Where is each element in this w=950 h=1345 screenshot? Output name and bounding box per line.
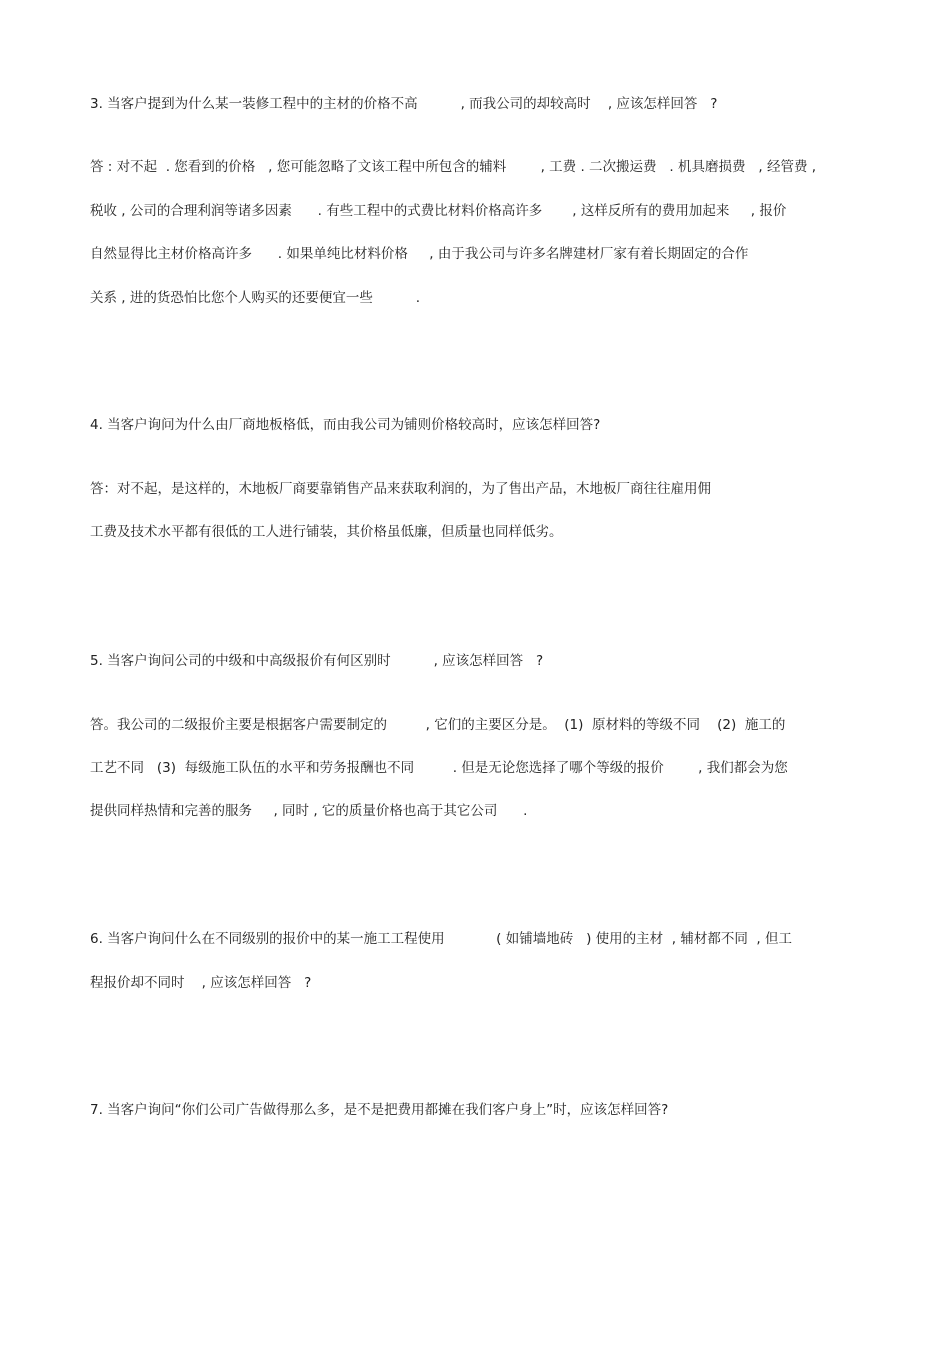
answer-4-line-2: 工费及技术水平都有很低的工人进行铺装，其价格虽低廉，但质量也同样低劣。: [90, 524, 563, 540]
question-7-line-1: 7. 当客户询问“你们公司广告做得那么多，是不是把费用都摊在我们客户身上”时，应该怎样回答?: [90, 1102, 669, 1118]
answer-3-line-1: 答 : 对不起 . 您看到的价格 , 您可能忽略了文该工程中所包含的辅料 , 工费 . 二次搬运费 . 机具磨损费 , 经管费 ,: [90, 159, 817, 175]
answer-4-line-1: 答：对不起，是这样的，木地板厂商要靠销售产品来获取利润的，为了售出产品，木地板厂商往往雇用佣: [90, 481, 711, 497]
answer-3-line-4: 关系 , 进的货恐怕比您个人购买的还要便宜一些 .: [90, 290, 421, 306]
answer-5-line-2: 工艺不同 (3) 每级施工队伍的水平和劳务报酬也不同 . 但是无论您选择了哪个等级的报价 , 我们都会为您: [90, 760, 788, 776]
answer-3-line-3: 自然显得比主材价格高许多 . 如果单纯比材料价格 , 由于我公司与许多名牌建材厂家有着长期固定的合作: [90, 246, 749, 262]
answer-5-line-1: 答。我公司的二级报价主要是根据客户需要制定的 , 它们的主要区分是。 (1) 原材料的等级不同 (2) 施工的: [90, 717, 786, 733]
question-6-line-1: 6. 当客户询问什么在不同级别的报价中的某一施工工程使用 ( 如铺墙地砖 ) 使用的主材 , 辅材都不同 , 但工: [90, 931, 792, 947]
answer-3-line-2: 税收 , 公司的合理利润等诸多因素 . 有些工程中的式费比材料价格高许多 , 这样反所有的费用加起来 , 报价: [90, 203, 787, 219]
question-3-line-1: 3. 当客户提到为什么某一装修工程中的主材的价格不高 , 而我公司的却较高时 , 应该怎样回答 ?: [90, 96, 718, 112]
question-4-line-1: 4. 当客户询问为什么由厂商地板格低，而由我公司为铺则价格较高时，应该怎样回答?: [90, 417, 601, 433]
answer-5-line-3: 提供同样热情和完善的服务 , 同时 , 它的质量价格也高于其它公司 .: [90, 803, 528, 819]
question-6-line-2: 程报价却不同时 , 应该怎样回答 ?: [90, 975, 312, 991]
question-5-line-1: 5. 当客户询问公司的中级和中高级报价有何区别时 , 应该怎样回答 ?: [90, 653, 544, 669]
